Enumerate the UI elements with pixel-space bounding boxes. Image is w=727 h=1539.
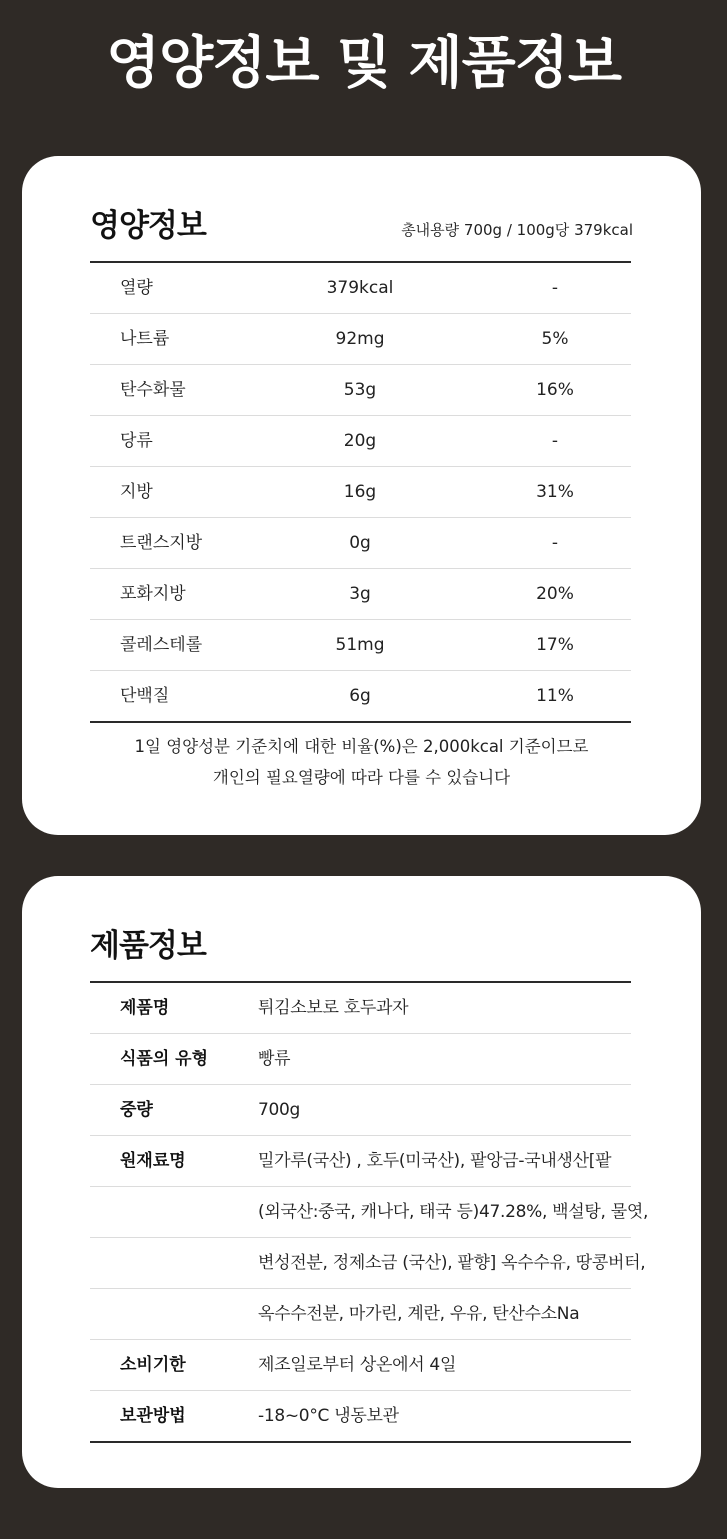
product-label: 보관방법: [120, 1406, 186, 1426]
nutrition-row: [90, 263, 631, 313]
product-label: 식품의 유형: [120, 1049, 209, 1069]
product-row: [90, 983, 631, 1033]
product-title: 제품정보: [90, 928, 206, 964]
product-row: [90, 1288, 631, 1339]
nutrition-row: [90, 415, 631, 466]
nutrient-amount: 6g: [349, 686, 371, 706]
nutrient-amount: 51mg: [335, 635, 385, 655]
product-value: 빵류: [258, 1049, 291, 1069]
product-value: 제조일로부터 상온에서 4일: [258, 1355, 457, 1375]
nutrient-name: 단백질: [120, 686, 170, 706]
nutrition-table: [90, 261, 631, 723]
nutrient-amount: 53g: [343, 380, 377, 400]
nutrient-percent: 17%: [536, 635, 574, 655]
product-row: [90, 1186, 649, 1237]
nutrition-row: [90, 670, 631, 721]
product-row: [90, 1135, 631, 1186]
nutrition-row: [90, 466, 631, 517]
nutrient-name: 탄수화물: [120, 380, 186, 400]
nutrient-amount: 0g: [349, 533, 371, 553]
nutrient-amount: 3g: [349, 584, 371, 604]
product-label: 제품명: [120, 998, 170, 1018]
nutrition-row: [90, 619, 631, 670]
nutrient-percent: -: [551, 533, 559, 553]
nutrient-name: 나트륨: [120, 329, 170, 349]
product-row: [90, 1339, 631, 1390]
nutrition-card: [22, 156, 701, 835]
nutrient-name: 지방: [120, 482, 153, 502]
nutrient-percent: 31%: [536, 482, 574, 502]
nutrient-percent: -: [551, 431, 559, 451]
nutrient-name: 열량: [120, 278, 153, 298]
nutrition-title: 영양정보: [90, 208, 206, 244]
footnote-line: 1일 영양성분 기준치에 대한 비율(%)은 2,000kcal 기준이므로: [134, 737, 589, 756]
product-value: 700g: [258, 1100, 301, 1120]
page-title: 영양정보 및 제품정보: [106, 30, 621, 96]
product-value: 변성전분, 정제소금 (국산), 팥향] 옥수수유, 땅콩버터,: [258, 1253, 646, 1273]
nutrient-percent: 5%: [541, 329, 569, 349]
nutrient-percent: 11%: [536, 686, 574, 706]
product-label: 원재료명: [120, 1151, 186, 1171]
product-header: [90, 926, 633, 974]
nutrient-name: 콜레스테롤: [120, 635, 203, 655]
nutrition-total-content: 총내용량 700g / 100g당 379kcal: [401, 221, 633, 239]
product-value: -18~0°C 냉동보관: [258, 1406, 399, 1426]
nutrient-amount: 20g: [343, 431, 377, 451]
nutrient-name: 당류: [120, 431, 153, 451]
product-row: [90, 1390, 631, 1441]
product-value: (외국산:중국, 캐나다, 태국 등)47.28%, 백설탕, 물엿,: [258, 1202, 649, 1222]
nutrient-name: 트랜스지방: [120, 533, 203, 553]
nutrient-percent: 16%: [536, 380, 574, 400]
product-row: [90, 1084, 631, 1135]
product-row: [90, 1237, 646, 1288]
nutrient-amount: 92mg: [335, 329, 385, 349]
nutrition-row: [90, 364, 631, 415]
nutrient-percent: -: [551, 278, 559, 298]
product-value: 밀가루(국산) , 호두(미국산), 팥앙금-국내생산[팥: [258, 1151, 612, 1171]
nutrition-header: [90, 206, 633, 254]
product-row: [90, 1033, 631, 1084]
product-value: 튀김소보로 호두과자: [258, 998, 409, 1018]
nutrition-footnote: [22, 731, 701, 793]
nutrient-percent: 20%: [536, 584, 574, 604]
nutrient-amount: 16g: [343, 482, 377, 502]
nutrition-row: [90, 517, 631, 568]
product-table: [90, 981, 649, 1443]
product-label: 소비기한: [120, 1355, 186, 1375]
nutrient-name: 포화지방: [120, 584, 186, 604]
footnote-line: 개인의 필요열량에 따라 다를 수 있습니다: [212, 768, 511, 787]
product-value: 옥수수전분, 마가린, 계란, 우유, 탄산수소Na: [258, 1304, 580, 1324]
product-card: [22, 876, 701, 1488]
product-label: 중량: [120, 1100, 153, 1120]
nutrient-amount: 379kcal: [326, 278, 394, 298]
nutrition-row: [90, 568, 631, 619]
nutrition-row: [90, 313, 631, 364]
